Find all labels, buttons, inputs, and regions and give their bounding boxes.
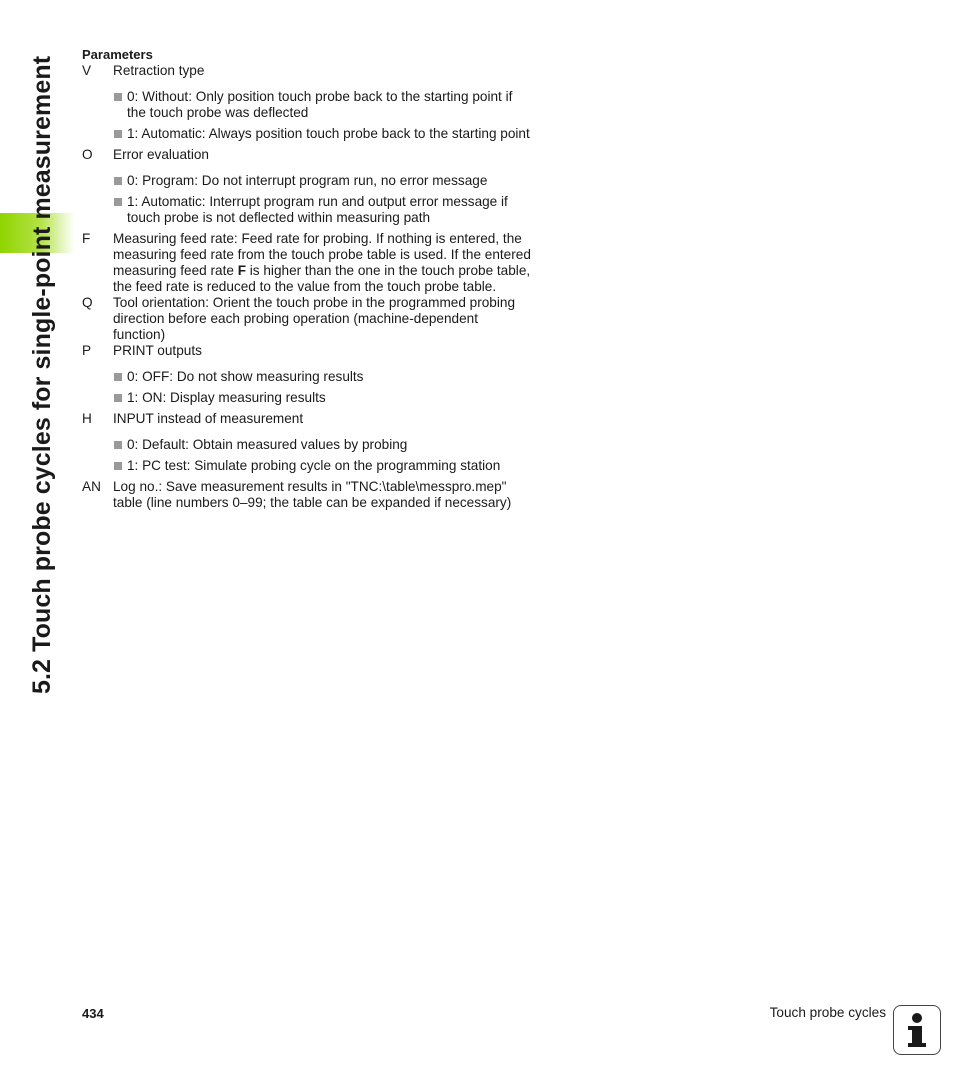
param-letter: H (82, 411, 92, 426)
param-o-options (113, 173, 532, 226)
list-item: 1: Automatic: Always position touch probe back to the starting point (113, 126, 532, 142)
info-icon (893, 1005, 941, 1055)
list-item: 0: Program: Do not interrupt program run, no error message (113, 173, 532, 189)
param-description: Tool orientation: Orient the touch probe in the programmed probing direction before each probing operation (machine-dependent function) (113, 295, 516, 342)
square-bullet-icon (114, 177, 122, 185)
square-bullet-icon (114, 93, 122, 101)
param-p (82, 343, 532, 359)
list-item: 1: PC test: Simulate probing cycle on the programming station (113, 458, 532, 474)
inline-code-f: F (237, 263, 246, 278)
param-description: Measuring feed rate: Feed rate for probing. If nothing is entered, the measuring feed rate from the touch probe table is used. If the entered measuring feed rate F is higher than the one in the touch probe table, the feed rate is reduced to the value from the touch probe table. (113, 231, 531, 294)
param-v-options (113, 89, 532, 142)
list-item: 0: OFF: Do not show measuring results (113, 369, 532, 385)
list-item: 1: ON: Display measuring results (113, 390, 532, 406)
list-item: 1: Automatic: Interrupt program run and output error message if touch probe is not deflected within measuring path (113, 194, 532, 226)
param-letter: Q (82, 295, 93, 310)
side-section-title: 5.2 Touch probe cycles for single-point measurement (28, 55, 56, 694)
param-h-options (113, 437, 532, 474)
param-p-options (113, 369, 532, 406)
param-o (82, 147, 532, 163)
parameters-heading: Parameters (82, 47, 153, 62)
param-v (82, 63, 532, 79)
param-letter: P (82, 343, 92, 358)
list-item: 0: Default: Obtain measured values by probing (113, 437, 532, 453)
param-h (82, 411, 532, 427)
param-letter: O (82, 147, 93, 162)
page-number: 434 (82, 1006, 104, 1021)
param-description: Log no.: Save measurement results in "TNC:\table\messpro.mep" table (line numbers 0–99; the table can be expanded if necessary) (113, 479, 512, 510)
param-letter: AN (82, 479, 101, 494)
param-description: Error evaluation (113, 147, 209, 162)
square-bullet-icon (114, 462, 122, 470)
param-description: INPUT instead of measurement (113, 411, 304, 426)
footer-section-title: Touch probe cycles (769, 1005, 886, 1020)
info-glyph (894, 1006, 939, 1053)
param-description: Retraction type (113, 63, 205, 78)
square-bullet-icon (114, 373, 122, 381)
param-f (82, 231, 532, 295)
square-bullet-icon (114, 198, 122, 206)
param-an (82, 479, 532, 511)
list-item: 0: Without: Only position touch probe back to the starting point if the touch probe was deflected (113, 89, 532, 121)
square-bullet-icon (114, 441, 122, 449)
parameters-section (82, 47, 532, 511)
square-bullet-icon (114, 130, 122, 138)
square-bullet-icon (114, 394, 122, 402)
param-description: PRINT outputs (113, 343, 202, 358)
param-letter: V (82, 63, 92, 78)
param-q (82, 295, 532, 343)
param-letter: F (82, 231, 91, 246)
